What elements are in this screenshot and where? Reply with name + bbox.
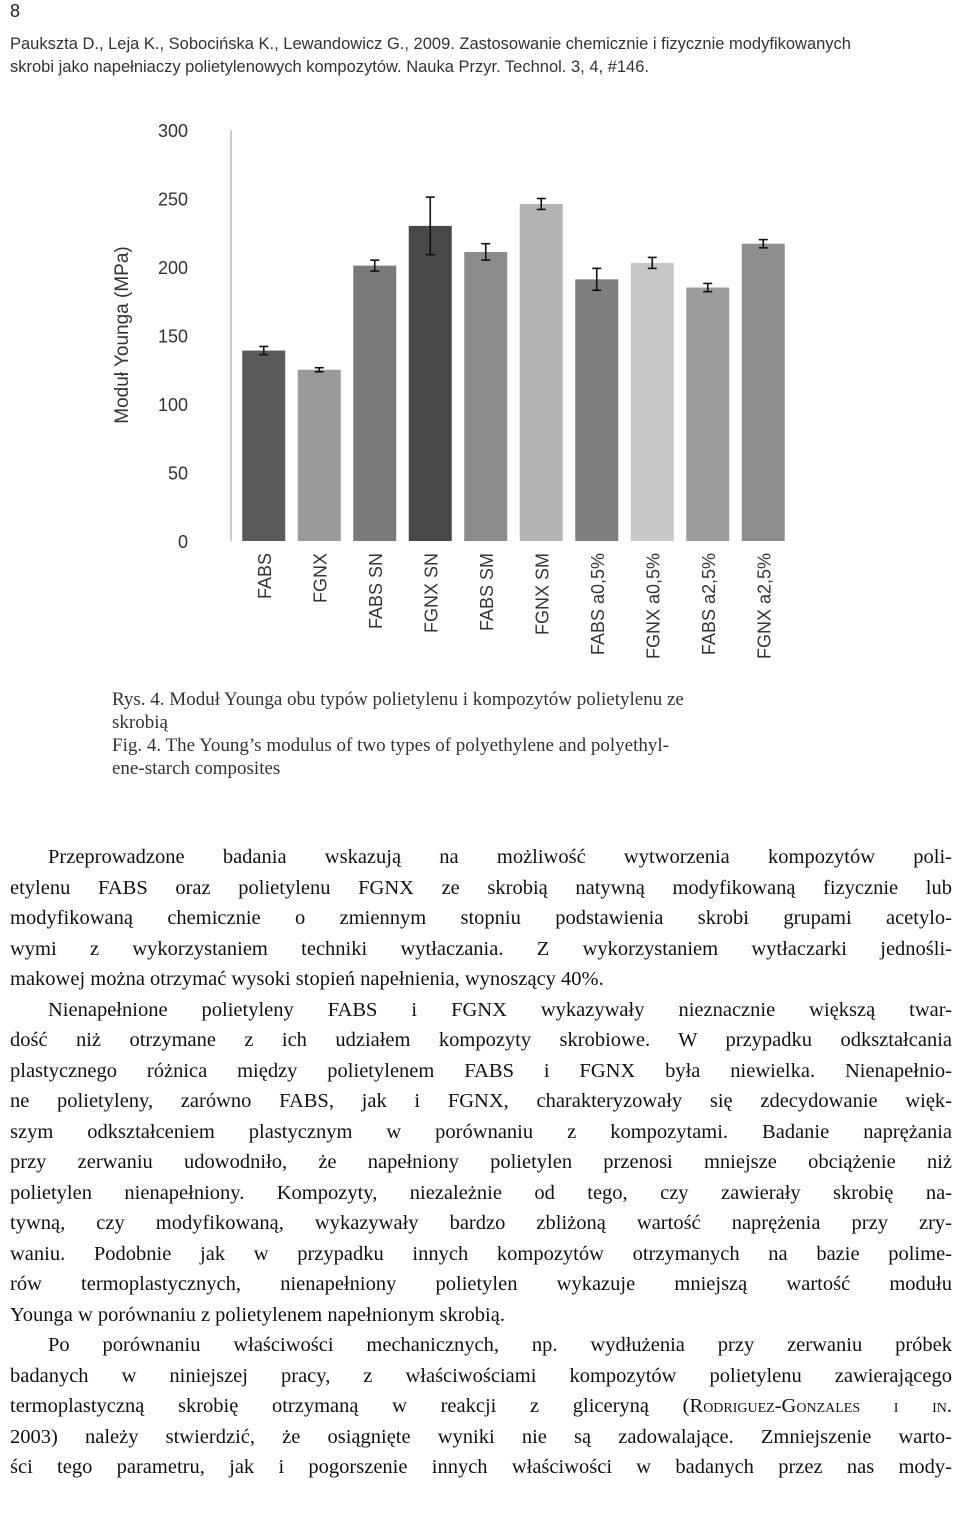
- x-tick-label: FGNX SN: [421, 553, 442, 634]
- caption-pl-line: skrobią: [112, 712, 168, 733]
- paragraph-line: polietylen nienapełniony. Kompozyty, niezależnie od tego, czy zawierały skrobię na-: [10, 1181, 952, 1204]
- y-tick-label: 0: [177, 532, 188, 552]
- paragraph-line: ści tego parametru, jak i pogorszenie innych właściwości w badanych przez nas mody-: [10, 1456, 952, 1478]
- paragraph-line: 2003) należy stwierdzić, że osiągnięte wyniki nie są zadowalające. Zmniejszenie warto-: [10, 1425, 952, 1448]
- bar: [242, 351, 285, 541]
- x-tick-label: FGNX a2,5%: [754, 553, 775, 660]
- reference-authors: Rodriguez-Gonzales i in.: [689, 1395, 952, 1417]
- paragraph-line: modyfikowaną chemicznie o zmiennym stopniu podstawienia skrobi grupami acetylo-: [10, 907, 952, 929]
- paragraph-line: wymi z wykorzystaniem techniki wytłaczania. Z wykorzystaniem wytłaczarki jednośli-: [10, 937, 952, 960]
- paragraph-3: [10, 1330, 952, 1483]
- x-tick-label: FABS a0,5%: [587, 553, 608, 656]
- x-tick-label: FGNX: [310, 553, 331, 604]
- paragraph-line: plastycznego różnica między polietylenem FABS i FGNX była niewielka. Nienapełnio-: [10, 1059, 952, 1082]
- bar: [631, 263, 674, 541]
- x-tick-label: FABS: [254, 553, 275, 600]
- x-tick-label: FABS SN: [365, 553, 386, 630]
- paragraph-line: badanych w niniejszej pracy, z właściwościami kompozytów polietylenu zawierającego: [10, 1364, 952, 1387]
- y-tick-labels: [158, 121, 188, 552]
- y-tick-label: 100: [157, 395, 188, 415]
- page-number: 8: [10, 1, 21, 21]
- paragraph-line: makowej można otrzymać wysoki stopień napełnienia, wynoszący 40%.: [10, 968, 604, 990]
- paragraph-line: Przeprowadzone badania wskazują na możliwość wytworzenia kompozytów poli-: [48, 846, 952, 868]
- paragraph-line: waniu. Podobnie jak w przypadku innych kompozytów otrzymanych na bazie polime-: [10, 1242, 952, 1265]
- paragraph-line: Po porównaniu właściwości mechanicznych, np. wydłużenia przy zerwaniu próbek: [48, 1334, 952, 1356]
- x-tick-label: FABS SM: [476, 553, 497, 632]
- y-axis-label: Moduł Younga (MPa): [112, 246, 133, 424]
- paragraph-line: ne polietyleny, zarówno FABS, jak i FGNX, charakteryzowały się zdecydowanie więk-: [10, 1090, 952, 1112]
- y-tick-label: 50: [167, 463, 188, 484]
- caption-pl-line: Rys. 4. Moduł Younga obu typów polietylenu i kompozytów polietylenu ze: [112, 689, 684, 710]
- paragraph-line: przy zerwaniu udowodniło, że napełniony polietylen przenosi mniejsze obciążenie niż: [10, 1151, 952, 1173]
- bar: [520, 204, 563, 541]
- paragraph-line: etylenu FABS oraz polietylenu FGNX ze skrobią natywną modyfikowaną fizycznie lub: [10, 876, 952, 899]
- x-tick-label: FABS a2,5%: [698, 553, 719, 656]
- x-tick-label: FGNX SM: [532, 553, 553, 636]
- paragraph-line: dość niż otrzymane z ich udziałem kompozyty skrobiowe. W przypadku odkształcania: [10, 1029, 952, 1051]
- paragraph-2: [10, 995, 952, 1331]
- citation-header: [10, 33, 955, 79]
- text-run: termoplastyczną skrobię otrzymaną w reakcji z gliceryną (: [10, 1395, 690, 1417]
- caption-en-line: Fig. 4. The Young’s modulus of two types of polyethylene and polyethyl-: [112, 735, 669, 756]
- y-tick-label: 250: [157, 189, 188, 210]
- citation-line: skrobi jako napełniaczy polietylenowych kompozytów. Nauka Przyr. Technol. 3, 4, #146.: [10, 58, 649, 76]
- x-tick-label: FGNX a0,5%: [643, 553, 664, 660]
- paragraph-line: Younga w porównaniu z polietylenem napełnionym skrobią.: [10, 1303, 505, 1326]
- figure-caption: [112, 688, 892, 780]
- paragraph-line: Nienapełnione polietyleny FABS i FGNX wykazywały nieznacznie większą twar-: [48, 998, 952, 1021]
- x-tick-labels: [255, 553, 775, 659]
- bar: [464, 252, 507, 541]
- y-tick-label: 300: [157, 121, 188, 141]
- bar: [409, 226, 452, 541]
- bar: [686, 288, 729, 541]
- bar: [353, 266, 396, 541]
- paragraph-line: tywną, czy modyfikowaną, wykazywały bardzo zbliżoną wartość naprężenia przy zry-: [10, 1212, 952, 1234]
- caption-en-line: ene-starch composites: [112, 758, 281, 779]
- y-tick-label: 200: [157, 258, 188, 278]
- paragraph-line: [10, 1391, 952, 1422]
- chart-svg: [0, 110, 960, 680]
- bar: [298, 370, 341, 541]
- young-modulus-chart: [0, 110, 960, 680]
- paragraph-1: [10, 842, 952, 995]
- bar: [575, 279, 618, 541]
- paragraph-line: rów termoplastycznych, nienapełniony polietylen wykazuje mniejszą wartość modułu: [10, 1273, 952, 1295]
- citation-line: Paukszta D., Leja K., Sobocińska K., Lewandowicz G., 2009. Zastosowanie chemicznie i fizycznie modyfikowanych: [10, 35, 851, 53]
- paragraph-line: szym odkształceniem plastycznym w porównaniu z kompozytami. Badanie naprężania: [10, 1120, 952, 1143]
- bar: [742, 244, 785, 541]
- y-tick-label: 150: [157, 326, 188, 347]
- body-text: [10, 842, 952, 1483]
